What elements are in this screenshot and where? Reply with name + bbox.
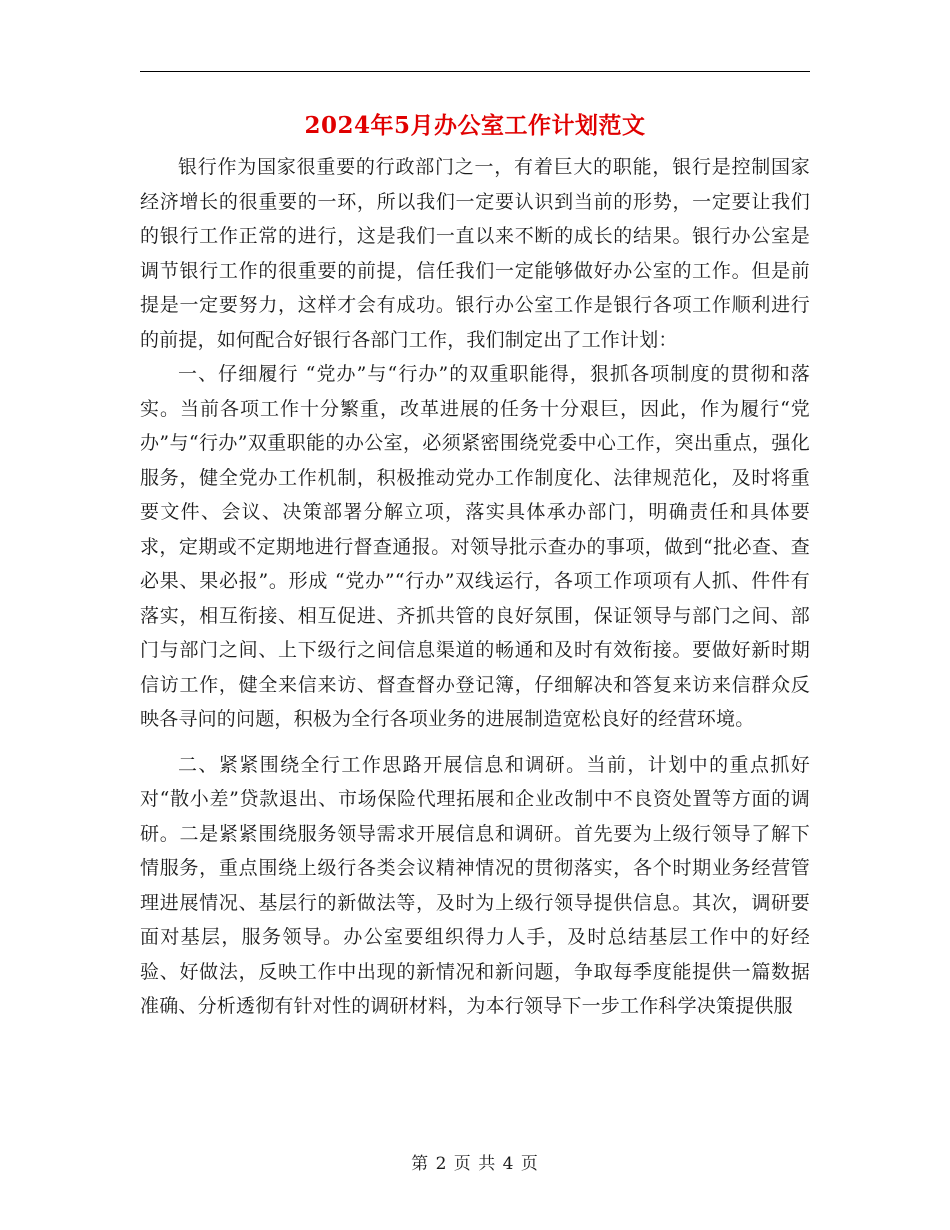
paragraph-section-one: 一、仔细履行 “党办”与“行办”的双重职能得，狠抓各项制度的贯彻和落实。当前各项工作十分繁重，改革进展的任务十分艰巨，因此，作为履行“党办”与“行办”双重职能的办公室，必须紧密围绕党委中心工作，突出重点，强化服务，健全党办工作机制，积极推动党办工作制度化、法律规范化，及时将重要文件、会议、决策部署分解立项，落实具体承办部门，明确责任和具体要求，定期或不定期地进行督查通报。对领导批示查办的事项，做到“批必查、查必果、果必报”。形成 “党办”“行办”双线运行，各项工作项项有人抓、件件有落实，相互衔接、相互促进、齐抓共管的良好氛围，保证领导与部门之间、部门与部门之间、上下级行之间信息渠道的畅通和及时有效衔接。要做好新时期信访工作，健全来信来访、督查督办登记簿，仔细解决和答复来访来信群众反映各寻问的问题，积极为全行各项业务的进展制造宽松良好的经营环境。 xyxy=(140,363,810,730)
document-title: 2024年5月办公室工作计划范文 xyxy=(304,112,646,139)
page-number: 第 2 页 共 4 页 xyxy=(411,1154,539,1174)
header-rule xyxy=(140,71,810,72)
paragraph-section-two: 二、紧紧围绕全行工作思路开展信息和调研。当前，计划中的重点抓好对“散小差”贷款退出、市场保险代理拓展和企业改制中不良资处置等方面的调研。二是紧紧围绕服务领导需求开展信息和调研。首先要为上级行领导了解下情服务，重点围绕上级行各类会议精神情况的贯彻落实，各个时期业务经营管理进展情况、基层行的新做法等，及时为上级行领导提供信息。其次，调研要面对基层，服务领导。办公室要组织得力人手，及时总结基层工作中的好经验、好做法，反映工作中出现的新情况和新问题，争取每季度能提供一篇数据准确、分析透彻有针对性的调研材料，为本行领导下一步工作科学决策提供服 xyxy=(140,753,810,1017)
paragraph-intro: 银行作为国家很重要的行政部门之一，有着巨大的职能，银行是控制国家经济增长的很重要的一环，所以我们一定要认识到当前的形势，一定要让我们的银行工作正常的进行，这是我们一直以来不断的成长的结果。银行办公室是调节银行工作的很重要的前提，信任我们一定能够做好办公室的工作。但是前提是一定要努力，这样才会有成功。银行办公室工作是银行各项工作顺利进行的前提，如何配合好银行各部门工作，我们制定出了工作计划： xyxy=(140,156,810,351)
document-body xyxy=(140,150,810,1024)
